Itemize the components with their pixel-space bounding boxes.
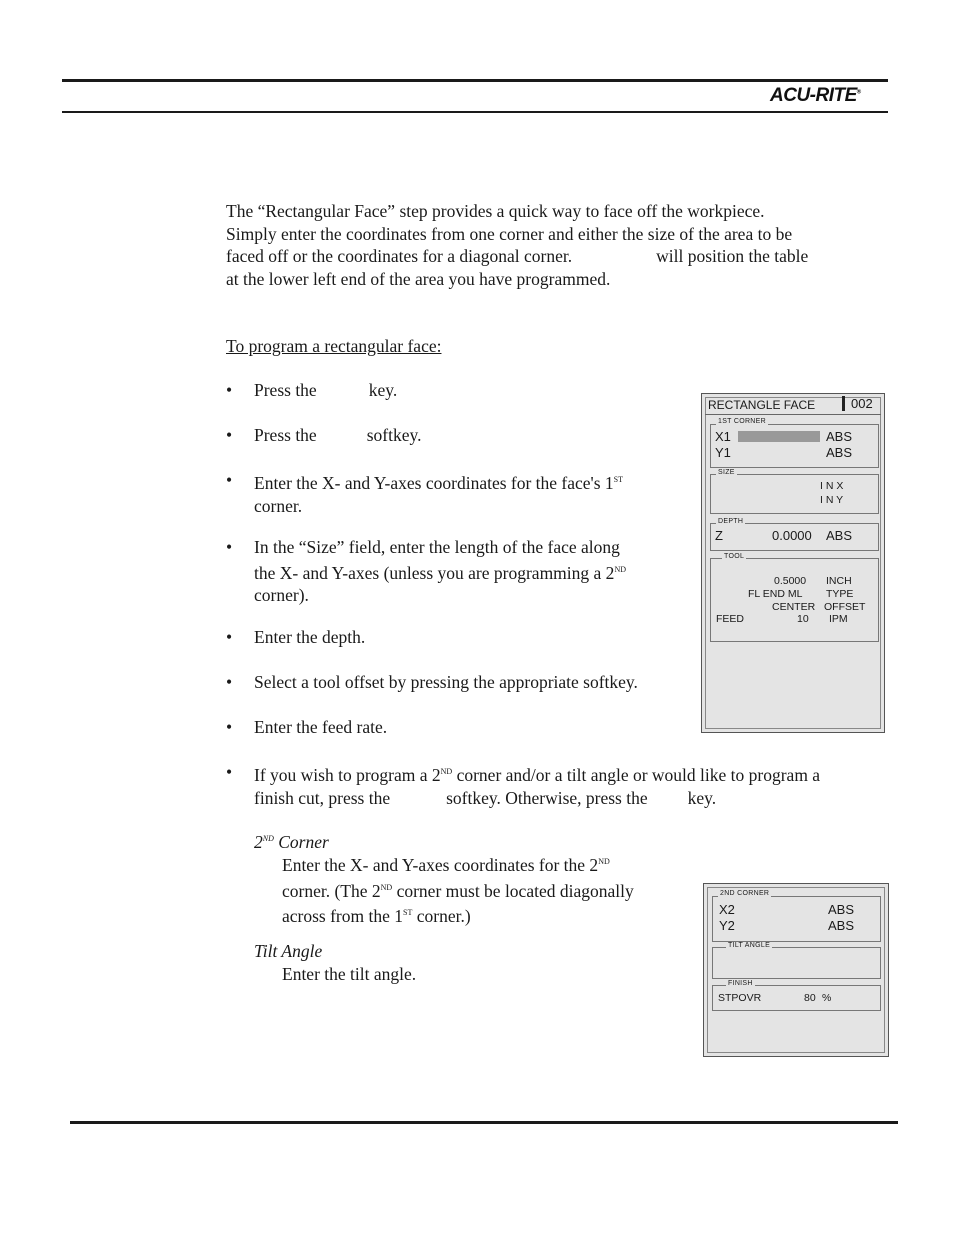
x1-input-field[interactable] [738,431,820,442]
footer-rule [70,1121,898,1124]
rectangle-face-screen: RECTANGLE FACE 002 1ST CORNER X1 ABS Y1 ABS SIZE I N X I N Y DEPTH Z 0.0000 ABS TOOL 0.5000 INCH FL END ML TYPE CENTER OFFSET FEED 10 IPM [701,393,885,733]
option-tilt-title: Tilt Angle [254,941,323,961]
screen-title: RECTANGLE FACE [708,398,816,412]
header-top-rule [62,79,888,82]
second-corner-group [712,896,881,942]
acu-rite-logo: ACU-RITE® [770,85,861,106]
size-group [710,474,879,514]
intro-paragraph: The “Rectangular Face” step provides a quick way to face off the workpiece. Simply enter the coordinates from one corner and either the size of the area to be faced off or the coordinates for a diagonal corner. will position the table at the lower left end of the area you have programmed. [226,201,809,289]
step-number: 002 [842,396,873,411]
tool-group [710,558,879,642]
header-bottom-rule [62,111,888,113]
tilt-angle-group [712,947,881,979]
option-tilt-text: Enter the tilt angle. [282,964,417,984]
second-corner-screen: 2ND CORNER X2 ABS Y2 ABS TILT ANGLE FINISH STPOVR 80 % [703,883,889,1057]
procedure-heading: To program a rectangular face: [226,336,442,356]
option-corner-title: 2ND Corner [254,832,329,852]
option-corner-text: Enter the X- and Y-axes coordinates for the 2ND corner. (The 2ND corner must be located diagonally across from the 1ST corner.) [282,855,634,926]
